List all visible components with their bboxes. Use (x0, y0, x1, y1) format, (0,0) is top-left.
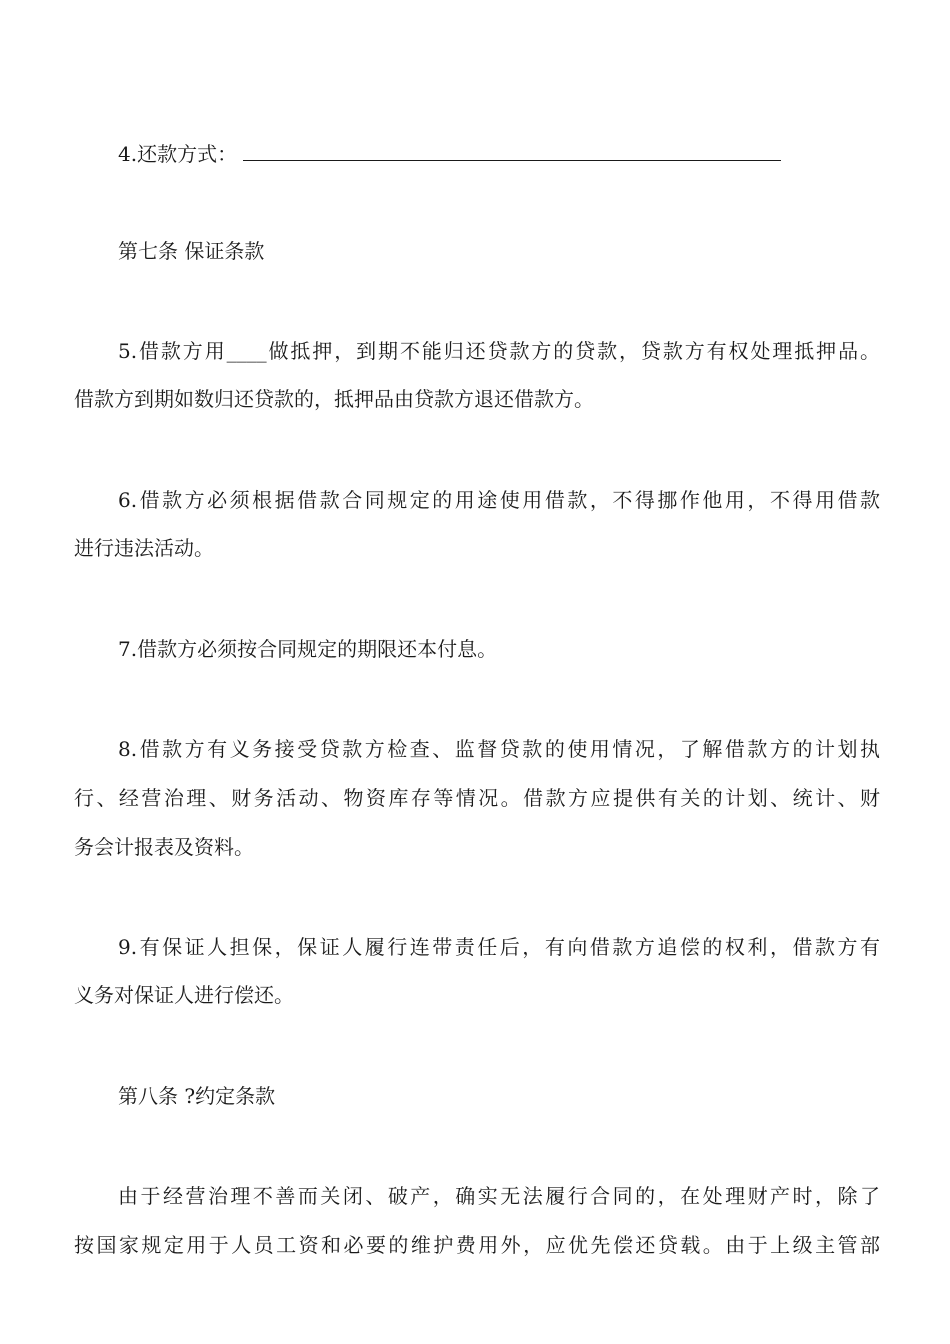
clause-6-line-2: 进行违法活动。 (74, 536, 214, 560)
clause-text: 4.还款方式： (118, 142, 238, 166)
clause-5-line-2: 借款方到期如数归还贷款的，抵押品由贷款方退还借款方。 (74, 387, 594, 411)
clause-10-line-1: 由于经营治理不善而关闭、破产，确实无法履行合同的，在处理财产时，除了 (118, 1184, 880, 1208)
clause-8-line-3: 务会计报表及资料。 (74, 835, 254, 859)
fill-in-blank-line (243, 142, 781, 161)
clause-8-line-1: 8.借款方有义务接受贷款方检查、监督贷款的使用情况，了解借款方的计划执 (118, 737, 880, 761)
clause-9-line-1: 9.有保证人担保，保证人履行连带责任后，有向借款方追偿的权利，借款方有 (118, 935, 880, 959)
clause-9-line-2: 义务对保证人进行偿还。 (74, 983, 294, 1007)
clause-8-line-2: 行、经营治理、财务活动、物资库存等情况。借款方应提供有关的计划、统计、财 (74, 786, 880, 810)
clause-7-line-1: 7.借款方必须按合同规定的期限还本付息。 (118, 637, 498, 661)
article-8-heading: 第八条 ?约定条款 (118, 1084, 276, 1108)
clause-10-line-2: 按国家规定用于人员工资和必要的维护费用外，应优先偿还贷载。由于上级主管部 (74, 1233, 880, 1257)
repayment-method-clause (118, 140, 880, 168)
clause-5-line-1: 5.借款方用____做抵押，到期不能归还贷款方的贷款，贷款方有权处理抵押品。 (118, 339, 880, 363)
article-7-heading: 第七条 保证条款 (118, 239, 265, 263)
clause-6-line-1: 6.借款方必须根据借款合同规定的用途使用借款，不得挪作他用，不得用借款 (118, 488, 880, 512)
